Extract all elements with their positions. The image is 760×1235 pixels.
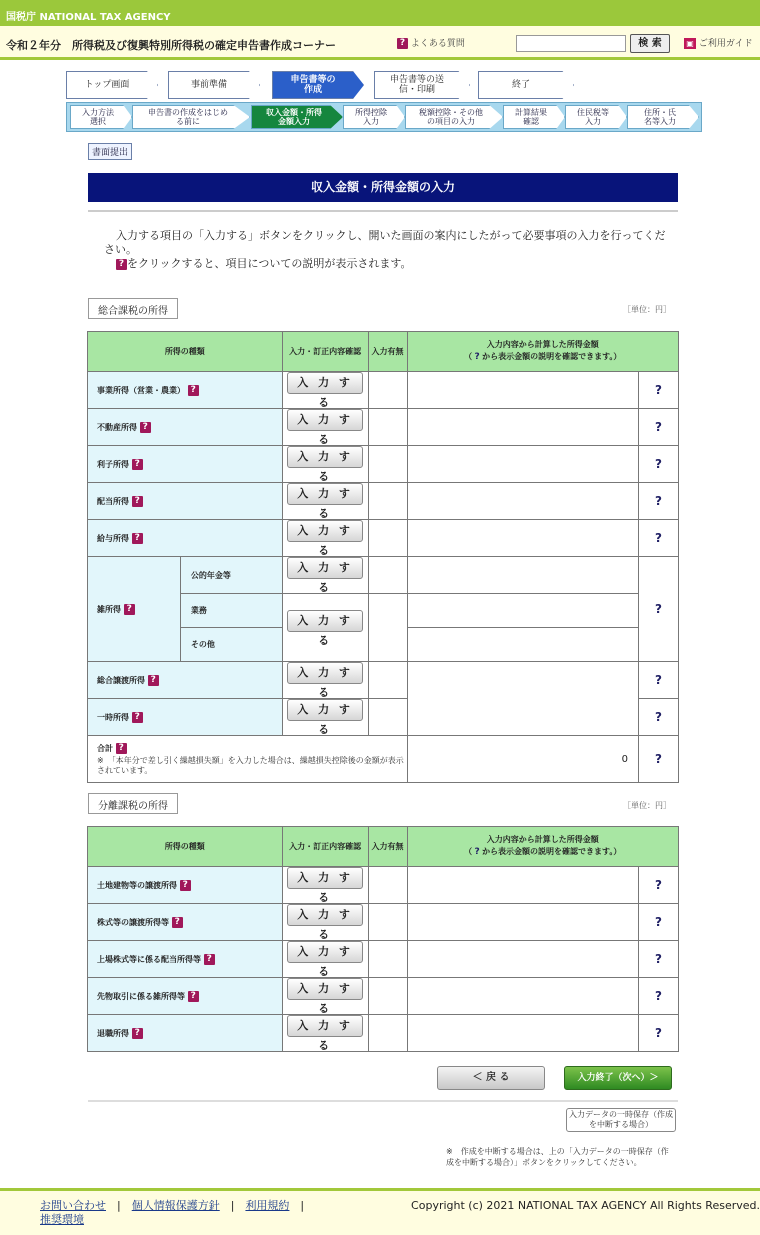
misc-sub-label: 業務 — [180, 594, 282, 628]
substep-income: 収入金額・所得金額入力 — [251, 105, 343, 129]
input-flag — [368, 409, 407, 446]
question-icon[interactable]: ? — [132, 533, 143, 544]
question-icon[interactable]: ? — [132, 496, 143, 507]
substep-tax-credit: 税額控除・その他の項目の入力 — [405, 105, 503, 129]
step-top: トップ画面 — [66, 71, 158, 99]
privacy-link[interactable]: 個人情報保護方針 — [131, 1199, 220, 1212]
help-icon[interactable]: ? — [655, 673, 662, 687]
input-button[interactable]: 入 力 す る — [287, 610, 363, 632]
input-flag — [368, 520, 407, 557]
row-label: 先物取引に係る雑所得等 ? — [88, 978, 283, 1015]
page-title: 令和２年分 所得税及び復興特別所得税の確定申告書作成コーナー — [6, 39, 336, 52]
amount-value — [407, 409, 639, 446]
misc-income-label: 雑所得 ? — [88, 557, 181, 662]
header-input: 入力・訂正内容確認 — [282, 332, 368, 372]
header-amount: 入力内容から計算した所得金額 （ ? から表示金額の説明を確認できます。） — [407, 332, 678, 372]
input-button[interactable]: 入 力 す る — [287, 699, 363, 721]
next-button[interactable]: 入力終了（次へ）＞ — [564, 1066, 672, 1090]
question-icon[interactable]: ? — [116, 743, 127, 754]
instructions — [104, 229, 674, 271]
book-icon: ▣ — [684, 38, 696, 49]
help-icon[interactable]: ? — [655, 420, 662, 434]
row-label: 事業所得（営業・農業） ? — [88, 372, 283, 409]
separate-income-table — [87, 826, 679, 1052]
amount-value — [407, 483, 639, 520]
help-icon[interactable]: ? — [655, 710, 662, 724]
question-icon[interactable]: ? — [132, 459, 143, 470]
help-icon[interactable]: ? — [655, 752, 662, 766]
amount-value — [407, 662, 639, 736]
row-label: 給与所得 ? — [88, 520, 283, 557]
instruction-line-2: ? をクリックすると、項目についての説明が表示されます。 — [104, 257, 674, 271]
row-label: 配当所得 ? — [88, 483, 283, 520]
help-icon: ? — [474, 847, 480, 857]
input-flag — [368, 557, 407, 594]
help-icon[interactable]: ? — [655, 915, 662, 929]
input-flag — [368, 699, 407, 736]
question-icon[interactable]: ? — [188, 991, 199, 1002]
amount-value — [407, 446, 639, 483]
input-button[interactable]: 入 力 す る — [287, 520, 363, 542]
instruction-line-1: 入力する項目の「入力する」ボタンをクリックし、開いた画面の案内にしたがって必要事項の入力を行ってください。 — [104, 229, 666, 256]
question-icon[interactable]: ? — [140, 422, 151, 433]
amount-value — [407, 978, 639, 1015]
total-note: ※ 「本年分で差し引く繰越損失額」を入力した場合は、繰越損失控除後の金額が表示されています。 — [97, 755, 404, 775]
row-label: 利子所得 ? — [88, 446, 283, 483]
general-income-table — [87, 331, 679, 783]
row-label: 退職所得 ? — [88, 1015, 283, 1052]
divider — [88, 1100, 678, 1102]
question-icon[interactable]: ? — [188, 385, 199, 396]
amount-value — [407, 557, 639, 594]
footer-links: お問い合わせ | 個人情報保護方針 | 利用規約 | 推奨環境 — [40, 1199, 305, 1226]
question-icon[interactable]: ? — [124, 604, 135, 615]
amount-value — [407, 1015, 639, 1052]
question-icon: ? — [116, 259, 127, 270]
input-button[interactable]: 入 力 す る — [287, 372, 363, 394]
step-indicator — [66, 71, 586, 99]
search-input[interactable] — [516, 35, 626, 52]
input-flag — [368, 904, 407, 941]
amount-value — [407, 594, 639, 628]
help-icon[interactable]: ? — [655, 383, 662, 397]
input-flag — [368, 662, 407, 699]
input-flag — [368, 941, 407, 978]
amount-value — [407, 941, 639, 978]
input-button[interactable]: 入 力 す る — [287, 867, 363, 889]
input-button[interactable]: 入 力 す る — [287, 978, 363, 1000]
header-input: 入力・訂正内容確認 — [282, 827, 368, 867]
step-create: 申告書等の作成 — [272, 71, 364, 99]
help-icon[interactable]: ? — [655, 989, 662, 1003]
guide-link[interactable]: ▣ ご利用ガイド — [684, 36, 753, 49]
contact-link[interactable]: お問い合わせ — [40, 1199, 106, 1212]
question-icon[interactable]: ? — [172, 917, 183, 928]
header-flag: 入力有無 — [368, 827, 407, 867]
substep-before: 申告書の作成をはじめる前に — [132, 105, 250, 129]
total-value: 0 — [407, 736, 639, 783]
substep-address: 住所・氏名等入力 — [627, 105, 699, 129]
header-type: 所得の種類 — [88, 827, 283, 867]
back-button[interactable]: ＜ 戻 る — [437, 1066, 545, 1090]
header-type: 所得の種類 — [88, 332, 283, 372]
header — [0, 26, 760, 60]
misc-sub-label: その他 — [180, 628, 282, 662]
misc-sub-label: 公的年金等 — [180, 557, 282, 594]
save-note: ※ 作成を中断する場合は、上の「入力データの一時保存（作成を中断する場合）」ボタンをクリックしてください。 — [446, 1147, 669, 1167]
input-button[interactable]: 入 力 す る — [287, 941, 363, 963]
question-icon[interactable]: ? — [132, 712, 143, 723]
row-label: 一時所得 ? — [88, 699, 283, 736]
agency-bar — [0, 0, 760, 26]
faq-link[interactable]: ? よくある質問 — [397, 36, 465, 49]
row-label: 上場株式等に係る配当所得等 ? — [88, 941, 283, 978]
input-flag — [368, 483, 407, 520]
section-banner: 収入金額・所得金額の入力 — [88, 173, 678, 202]
temp-save-button[interactable]: 入力データの一時保存（作成を中断する場合） — [566, 1108, 676, 1132]
question-icon: ? — [397, 38, 408, 49]
input-button[interactable]: 入 力 す る — [287, 409, 363, 431]
footer — [0, 1188, 760, 1235]
input-button[interactable]: 入 力 す る — [287, 483, 363, 505]
question-icon[interactable]: ? — [132, 1028, 143, 1039]
input-flag — [368, 978, 407, 1015]
row-label: 土地建物等の譲渡所得 ? — [88, 867, 283, 904]
input-flag — [368, 1015, 407, 1052]
help-icon[interactable]: ? — [655, 457, 662, 471]
search-button[interactable]: 検 索 — [630, 34, 670, 53]
help-icon[interactable]: ? — [655, 602, 662, 616]
input-button[interactable]: 入 力 す る — [287, 662, 363, 684]
step-send-print: 申告書等の送信・印刷 — [374, 71, 470, 99]
help-icon[interactable]: ? — [655, 878, 662, 892]
help-icon[interactable]: ? — [655, 494, 662, 508]
amount-value — [407, 904, 639, 941]
input-flag — [368, 594, 407, 662]
help-icon[interactable]: ? — [655, 531, 662, 545]
row-label: 総合譲渡所得 ? — [88, 662, 283, 699]
input-flag — [368, 372, 407, 409]
total-label: 合計 ? ※ 「本年分で差し引く繰越損失額」を入力した場合は、繰越損失控除後の金額が表示されています。 — [88, 736, 408, 783]
substep-deduction: 所得控除入力 — [343, 105, 405, 129]
question-icon[interactable]: ? — [148, 675, 159, 686]
divider — [88, 210, 678, 212]
input-flag — [368, 867, 407, 904]
input-button[interactable]: 入 力 す る — [287, 557, 363, 579]
substep-method: 入力方法選択 — [70, 105, 132, 129]
question-icon[interactable]: ? — [204, 954, 215, 965]
header-flag: 入力有無 — [368, 332, 407, 372]
input-button[interactable]: 入 力 す る — [287, 1015, 363, 1037]
unit-label: ［単位：円］ — [623, 801, 671, 810]
step-preparation: 事前準備 — [168, 71, 260, 99]
section-label-separate: 分離課税の所得 — [88, 793, 178, 814]
help-icon: ? — [474, 352, 480, 362]
row-label: 不動産所得 ? — [88, 409, 283, 446]
step-end: 終了 — [478, 71, 574, 99]
substep-indicator — [66, 102, 702, 132]
amount-value — [407, 867, 639, 904]
terms-link[interactable]: 利用規約 — [245, 1199, 290, 1212]
amount-value — [407, 628, 639, 662]
substep-result: 計算結果確認 — [503, 105, 565, 129]
agency-name: 国税庁 NATIONAL TAX AGENCY — [6, 12, 171, 23]
row-label: 株式等の譲渡所得等 ? — [88, 904, 283, 941]
env-link[interactable]: 推奨環境 — [40, 1213, 84, 1226]
copyright: Copyright (c) 2021 NATIONAL TAX AGENCY All Rights Reserved. — [411, 1199, 760, 1212]
header-amount: 入力内容から計算した所得金額 （ ? から表示金額の説明を確認できます。） — [407, 827, 679, 867]
help-icon[interactable]: ? — [655, 952, 662, 966]
amount-value — [407, 520, 639, 557]
input-flag — [368, 446, 407, 483]
input-button[interactable]: 入 力 す る — [287, 904, 363, 926]
question-icon[interactable]: ? — [180, 880, 191, 891]
amount-value — [407, 372, 639, 409]
paper-submission-button[interactable]: 書面提出 — [88, 143, 132, 160]
section-label-general: 総合課税の所得 — [88, 298, 178, 319]
input-button[interactable]: 入 力 す る — [287, 446, 363, 468]
substep-resident-tax: 住民税等入力 — [565, 105, 627, 129]
help-icon[interactable]: ? — [655, 1026, 662, 1040]
unit-label: ［単位：円］ — [623, 305, 671, 314]
